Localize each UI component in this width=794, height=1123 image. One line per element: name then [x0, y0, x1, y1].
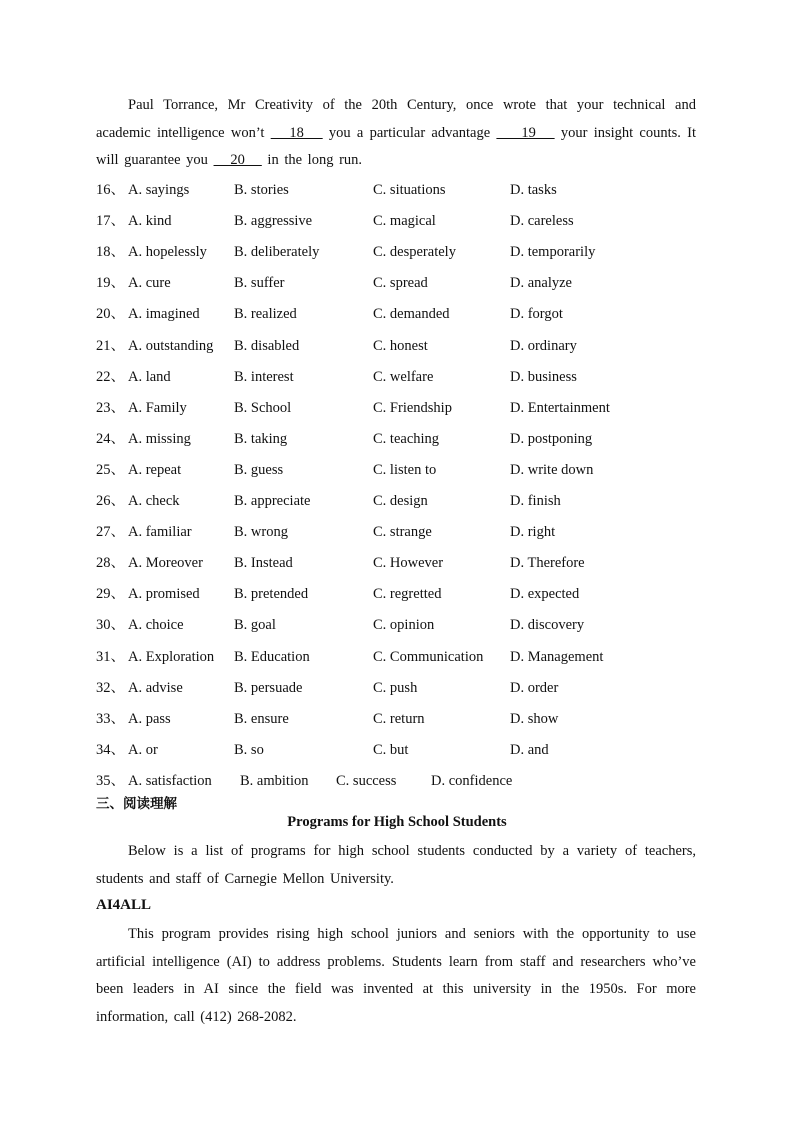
passage-intro: Below is a list of programs for high school students conducted by a variety of teachers, students and staff of Carnegie Mellon University. [96, 843, 696, 887]
option-c: C. situations [373, 182, 446, 198]
question-number: 29、 [96, 586, 125, 603]
option-d: D. show [510, 710, 559, 727]
question-row [96, 584, 716, 604]
option-d: D. write down [510, 461, 594, 478]
option-c: C. honest [373, 337, 428, 354]
option-d: D. confidence [431, 773, 513, 789]
option-c: C. success [336, 773, 397, 789]
option-b: B. School [234, 399, 292, 416]
option-b: B. stories [234, 182, 289, 198]
question-row [96, 336, 716, 356]
question-row [96, 211, 716, 231]
option-a: A. pass [128, 710, 171, 727]
question-row [96, 678, 716, 698]
option-d: D. finish [510, 493, 561, 509]
option-c: C. strange [373, 524, 432, 541]
option-a: A. satisfaction [128, 773, 212, 789]
question-row [96, 304, 716, 324]
option-b: B. guess [234, 461, 284, 478]
option-d: D. Entertainment [510, 399, 610, 416]
option-d: D. right [510, 524, 556, 541]
option-c: C. return [373, 710, 425, 727]
option-a: A. hopelessly [128, 244, 207, 261]
option-c: C. but [373, 741, 409, 758]
option-b: B. Education [234, 648, 310, 665]
option-a: A. sayings [128, 182, 190, 198]
question-row [96, 615, 716, 635]
question-row [96, 460, 716, 480]
option-b: B. goal [234, 617, 276, 634]
question-row-35 [96, 771, 716, 791]
option-c: C. design [373, 493, 428, 509]
option-a: A. outstanding [128, 337, 214, 354]
option-b: B. persuade [234, 679, 303, 696]
question-number: 35、 [96, 773, 125, 789]
question-number: 23、 [96, 399, 125, 416]
option-d: D. business [510, 368, 577, 385]
option-a: A. repeat [128, 461, 182, 478]
option-a: A. kind [128, 213, 172, 230]
option-c: C. Friendship [373, 399, 452, 416]
option-c: C. spread [373, 275, 428, 292]
question-number: 34、 [96, 741, 125, 758]
section-heading: 三、阅读理解 [96, 796, 177, 812]
option-c: C. push [373, 679, 418, 696]
option-a: A. check [128, 493, 180, 509]
question-row [96, 242, 716, 262]
question-row [96, 180, 716, 200]
option-a: A. land [128, 368, 171, 385]
question-row [96, 491, 716, 511]
option-b: B. so [234, 741, 264, 758]
question-number: 22、 [96, 368, 125, 385]
question-number: 17、 [96, 213, 125, 230]
option-b: B. realized [234, 306, 297, 323]
option-b: B. deliberately [234, 244, 320, 261]
option-c: C. regretted [373, 586, 442, 603]
question-row [96, 429, 716, 449]
question-row [96, 740, 716, 760]
option-a: A. imagined [128, 306, 200, 323]
question-row [96, 522, 716, 542]
option-d: D. order [510, 679, 559, 696]
option-a: A. advise [128, 679, 183, 696]
option-c: C. desperately [373, 244, 456, 261]
question-number: 19、 [96, 275, 125, 292]
question-row [96, 367, 716, 387]
question-number: 24、 [96, 430, 125, 447]
option-c: C. demanded [373, 306, 450, 323]
option-a: A. Family [128, 399, 187, 416]
option-b: B. ambition [240, 773, 309, 789]
option-b: B. taking [234, 430, 288, 447]
option-d: D. discovery [510, 617, 585, 634]
question-number: 32、 [96, 679, 125, 696]
passage-title: Programs for High School Students [287, 814, 507, 830]
question-row [96, 647, 716, 667]
option-b: B. Instead [234, 555, 293, 572]
question-number: 18、 [96, 244, 125, 261]
question-row [96, 273, 716, 293]
option-d: D. ordinary [510, 337, 577, 354]
option-c: C. teaching [373, 430, 440, 447]
option-b: B. disabled [234, 337, 300, 354]
option-c: C. welfare [373, 368, 434, 385]
option-d: D. expected [510, 586, 580, 603]
option-c: C. However [373, 555, 444, 572]
option-b: B. ensure [234, 710, 289, 727]
option-d: D. temporarily [510, 244, 596, 261]
question-number: 33、 [96, 710, 125, 727]
option-a: A. familiar [128, 524, 192, 541]
blank-18: 18 [270, 124, 323, 141]
option-d: D. careless [510, 213, 574, 230]
question-row [96, 553, 716, 573]
option-d: D. forgot [510, 306, 563, 323]
question-number: 31、 [96, 648, 125, 665]
option-a: A. Moreover [128, 555, 203, 572]
option-d: D. Management [510, 648, 604, 665]
question-number: 16、 [96, 182, 125, 198]
option-c: C. magical [373, 213, 436, 230]
option-d: D. postponing [510, 430, 593, 447]
intro-paragraph [96, 92, 696, 175]
option-a: A. Exploration [128, 648, 215, 665]
question-row [96, 709, 716, 729]
intro-text-1: Paul Torrance, Mr Creativity of the 20th Century, once wrote that your technical and academic intelligence won’t [96, 97, 696, 141]
option-b: B. wrong [234, 524, 288, 541]
question-number: 30、 [96, 617, 125, 634]
option-a: A. or [128, 741, 158, 758]
option-a: A. choice [128, 617, 184, 634]
program-heading: AI4ALL [96, 897, 152, 913]
option-a: A. missing [128, 430, 191, 447]
question-number: 20、 [96, 306, 125, 323]
option-a: A. promised [128, 586, 200, 603]
question-row [96, 398, 716, 418]
question-number: 27、 [96, 524, 125, 541]
option-d: D. Therefore [510, 555, 585, 572]
option-a: A. cure [128, 275, 171, 292]
question-number: 25、 [96, 461, 125, 478]
option-b: B. pretended [234, 586, 309, 603]
option-b: B. aggressive [234, 213, 313, 230]
blank-20: 20 [213, 152, 262, 168]
question-number: 28、 [96, 555, 125, 572]
option-c: C. opinion [373, 617, 435, 634]
option-c: C. listen to [373, 461, 437, 478]
option-b: B. interest [234, 368, 294, 385]
option-d: D. analyze [510, 275, 572, 292]
option-c: C. Communication [373, 648, 484, 665]
option-d: D. tasks [510, 182, 557, 198]
intro-text-4: in the long run. [261, 152, 363, 168]
intro-text-2: you a particular advantage [322, 124, 497, 141]
question-number: 26、 [96, 493, 125, 509]
question-number: 21、 [96, 337, 125, 354]
program-description: This program provides rising high school juniors and seniors with the opportunity to use artificial intelligence (AI) to address problems. Students learn from staff and researchers who’ve been leaders in AI since the field was invented at this university in the 1950s. For more information, call (412) 268-2082. [96, 926, 696, 1025]
blank-19: 19 [496, 124, 555, 141]
option-b: B. appreciate [234, 493, 311, 509]
option-b: B. suffer [234, 275, 285, 292]
option-d: D. and [510, 741, 549, 758]
intro-text-3: your insight counts. It will guarantee you [96, 124, 697, 168]
